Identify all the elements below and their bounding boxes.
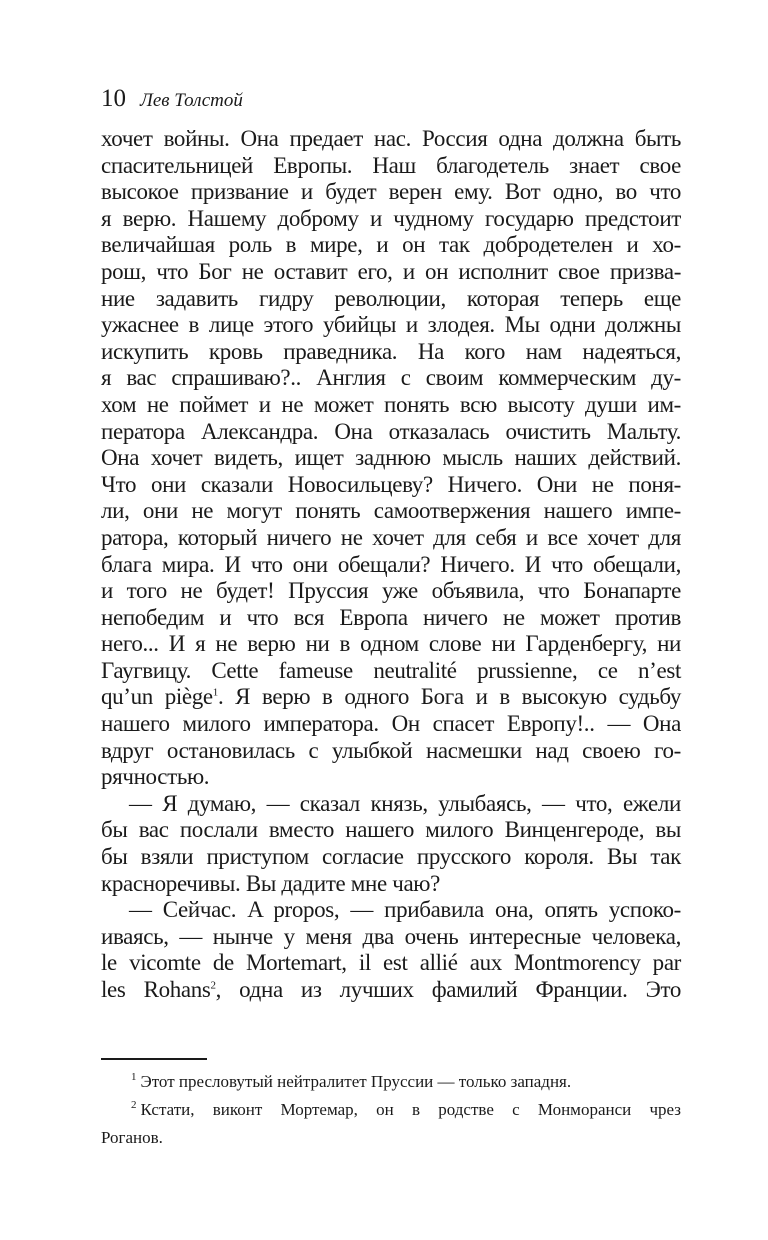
footnote-separator <box>101 1058 207 1060</box>
text-line: le vicomte de Mortemart, il est allié aux Montmorency par <box>101 950 681 976</box>
text-line: нашего милого императора. Он спасет Европу!.. — Она <box>101 711 681 737</box>
text-segment: , одна из лучших фамилий Франции. Это <box>215 977 681 1002</box>
text-line: спасительницей Европы. Наш благодетель знает свое <box>101 152 681 178</box>
text-line: ние задавить гидру революции, которая теперь еще <box>101 285 681 311</box>
text-line: бы вас послали вместо нашего милого Винценгероде, вы <box>101 817 681 843</box>
text-line: блага мира. И что они обещали? Ничего. И что обещали, <box>101 551 681 577</box>
text-line: искупить кровь праведника. На кого нам надеяться, <box>101 338 681 364</box>
text-line: хом не поймет и не может понять всю высоту души им- <box>101 391 681 417</box>
body-text <box>101 126 681 1004</box>
text-line: иваясь, — нынче у меня два очень интересные человека, <box>101 923 681 949</box>
text-line: я вас спрашиваю?.. Англия с своим коммерческим ду- <box>101 365 681 391</box>
page-number: 10 <box>101 85 126 112</box>
footnote-mark: 2 <box>131 1099 137 1112</box>
text-line: ратора, который ничего не хочет для себя и все хочет для <box>101 524 681 550</box>
text-segment: . Я верю в одного Бога и в высокую судьбу <box>217 684 681 710</box>
text-line: высокое призвание и будет верен ему. Вот одно, во что <box>101 179 681 205</box>
text-line: ли, они не могут понять самоотвержения нашего импе- <box>101 498 681 524</box>
footnote-mark: 1 <box>131 1071 137 1084</box>
text-line: — Сейчас. A propos, — прибавила она, опять успоко- <box>129 897 681 923</box>
book-page <box>101 82 681 1004</box>
text-line: Гаугвицу. Cette fameuse neutralité prussienne, ce n’est <box>101 657 681 683</box>
footnote-text: Этот пресловутый нейтралитет Пруссии — только западня. <box>140 1072 572 1091</box>
text-segment: les Rohans <box>101 977 211 1002</box>
text-line: Что они сказали Новосильцеву? Ничего. Они не поня- <box>101 471 681 497</box>
footnotes <box>101 1068 681 1152</box>
text-line: бы взяли приступом согласие прусского короля. Вы так <box>101 844 681 870</box>
text-line: — Я думаю, — сказал князь, улыбаясь, — что, ежели <box>129 790 681 816</box>
text-line: ператора Александра. Она отказалась очистить Мальту. <box>101 418 681 444</box>
text-line: Она хочет видеть, ищет заднюю мысль наших действий. <box>101 445 681 471</box>
text-line-with-footnote <box>101 684 681 711</box>
footnote-text: Кстати, виконт Мортемар, он в родстве с Монморанси чрез <box>140 1100 681 1119</box>
text-line-with-footnote <box>101 977 681 1004</box>
text-line: величайшая роль в мире, и он так добродетелен и хо- <box>101 232 681 258</box>
text-line: него... И я не верю ни в одном слове ни Гарденбергу, ни <box>101 631 681 657</box>
text-line: и того не будет! Пруссия уже объявила, что Бонапарте <box>101 578 681 604</box>
text-line: я верю. Нашему доброму и чудному государю предстоит <box>101 205 681 231</box>
text-line: рош, что Бог не оставит его, и он исполнит свое призва- <box>101 258 681 284</box>
footnote-reference[interactable]: 1 <box>212 686 218 699</box>
text-line: красноречивы. Вы дадите мне чаю? <box>101 870 440 896</box>
running-title: Лев Толстой <box>140 90 243 111</box>
text-line: ужаснее в лице этого убийцы и злодея. Мы одни должны <box>101 312 681 338</box>
footnote-1 <box>101 1068 681 1096</box>
footnote-2-continuation: Роганов. <box>101 1128 163 1147</box>
text-segment: qu’un piège <box>101 684 213 710</box>
text-line: хочет войны. Она предает нас. Россия одна должна быть <box>101 126 681 151</box>
footnote-reference[interactable]: 2 <box>210 979 216 992</box>
text-line: рячностью. <box>101 764 210 790</box>
footnote-2 <box>101 1096 681 1124</box>
text-line: вдруг остановилась с улыбкой насмешки над своею го- <box>101 737 681 763</box>
running-header <box>101 82 681 116</box>
text-line: непобедим и что вся Европа ничего не может против <box>101 604 681 630</box>
